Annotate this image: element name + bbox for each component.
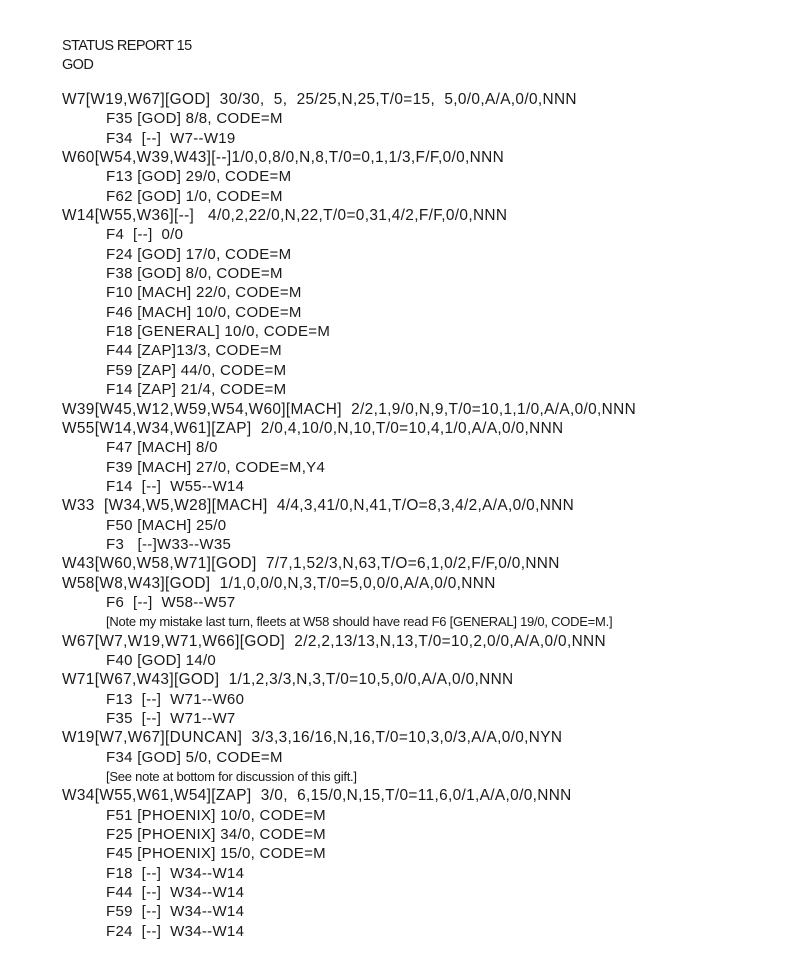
world-line: W71[W67,W43][GOD] 1/1,2,3/3,N,3,T/0=10,5,0/0,A/A,0/0,NNN [62, 671, 514, 689]
fleet-line: F25 [PHOENIX] 34/0, CODE=M [106, 826, 326, 844]
report-lines [62, 90, 792, 941]
status-report-document [62, 37, 792, 941]
fleet-line: F44 [ZAP]13/3, CODE=M [106, 342, 282, 360]
world-line: W7[W19,W67][GOD] 30/30, 5, 25/25,N,25,T/0=15, 5,0/0,A/A,0/0,NNN [62, 91, 577, 108]
world-line: W39[W45,W12,W59,W54,W60][MACH] 2/2,1,9/0,N,9,T/0=10,1,1/0,A/A,0/0,NNN [62, 400, 637, 418]
header-spacer [62, 75, 792, 90]
player-name: GOD [62, 57, 94, 73]
fleet-line: F40 [GOD] 14/0 [106, 651, 217, 669]
fleet-line: F59 [ZAP] 44/0, CODE=M [106, 361, 287, 379]
fleet-line: F44 [--] W34--W14 [106, 884, 245, 902]
fleet-line: F14 [--] W55--W14 [106, 477, 245, 495]
fleet-line: F6 [--] W58--W57 [106, 593, 236, 611]
fleet-line: F24 [--] W34--W14 [106, 922, 245, 940]
fleet-line: F14 [ZAP] 21/4, CODE=M [106, 381, 287, 399]
fleet-line: F3 [--]W33--W35 [106, 535, 232, 553]
world-line: W14[W55,W36][--] 4/0,2,22/0,N,22,T/0=0,31,4/2,F/F,0/0,NNN [62, 207, 508, 225]
fleet-line: F35 [GOD] 8/8, CODE=M [106, 110, 283, 128]
fleet-line: F39 [MACH] 27/0, CODE=M,Y4 [106, 458, 326, 476]
fleet-line: F38 [GOD] 8/0, CODE=M [106, 265, 283, 283]
world-line: W67[W7,W19,W71,W66][GOD] 2/2,2,13/13,N,13,T/0=10,2,0/0,A/A,0/0,NNN [62, 632, 606, 650]
fleet-line: F51 [PHOENIX] 10/0, CODE=M [106, 806, 326, 824]
fleet-line: F59 [--] W34--W14 [106, 903, 245, 921]
fleet-line: F46 [MACH] 10/0, CODE=M [106, 303, 302, 321]
world-line: W19[W7,W67][DUNCAN] 3/3,3,16/16,N,16,T/0=10,3,0/3,A/A,0/0,NYN [62, 729, 563, 747]
report-title: STATUS REPORT 15 [62, 38, 192, 54]
fleet-line: F18 [GENERAL] 10/0, CODE=M [106, 323, 331, 341]
world-line: W43[W60,W58,W71][GOD] 7/7,1,52/3,N,63,T/O=6,1,0/2,F/F,0/0,NNN [62, 555, 560, 573]
fleet-line: F13 [--] W71--W60 [106, 690, 245, 708]
note-line: [See note at bottom for discussion of this gift.] [106, 769, 357, 785]
world-line: W60[W54,W39,W43][--]1/0,0,8/0,N,8,T/0=0,1,1/3,F/F,0/0,NNN [62, 149, 505, 167]
world-line: W55[W14,W34,W61][ZAP] 2/0,4,10/0,N,10,T/0=10,4,1/0,A/A,0/0,NNN [62, 419, 564, 437]
fleet-line: F50 [MACH] 25/0 [106, 516, 227, 534]
fleet-line: F18 [--] W34--W14 [106, 864, 245, 882]
fleet-line: F34 [--] W7--W19 [106, 129, 236, 147]
fleet-line: F47 [MACH] 8/0 [106, 439, 218, 457]
fleet-line: F4 [--] 0/0 [106, 226, 184, 244]
fleet-line: F24 [GOD] 17/0, CODE=M [106, 245, 292, 263]
fleet-line: F13 [GOD] 29/0, CODE=M [106, 168, 292, 186]
world-line: W33 [W34,W5,W28][MACH] 4/4,3,41/0,N,41,T/O=8,3,4/2,A/A,0/0,NNN [62, 497, 575, 515]
fleet-line: F62 [GOD] 1/0, CODE=M [106, 187, 283, 205]
fleet-line: F10 [MACH] 22/0, CODE=M [106, 284, 302, 302]
world-line: W34[W55,W61,W54][ZAP] 3/0, 6,15/0,N,15,T/0=11,6,0/1,A/A,0/0,NNN [62, 787, 572, 805]
world-line: W58[W8,W43][GOD] 1/1,0,0/0,N,3,T/0=5,0,0/0,A/A,0/0,NNN [62, 574, 496, 592]
note-line: [Note my mistake last turn, fleets at W58 should have read F6 [GENERAL] 19/0, CODE=M.] [106, 614, 613, 630]
fleet-line: F35 [--] W71--W7 [106, 710, 236, 727]
fleet-line: F34 [GOD] 5/0, CODE=M [106, 748, 283, 766]
fleet-line: F45 [PHOENIX] 15/0, CODE=M [106, 845, 326, 863]
